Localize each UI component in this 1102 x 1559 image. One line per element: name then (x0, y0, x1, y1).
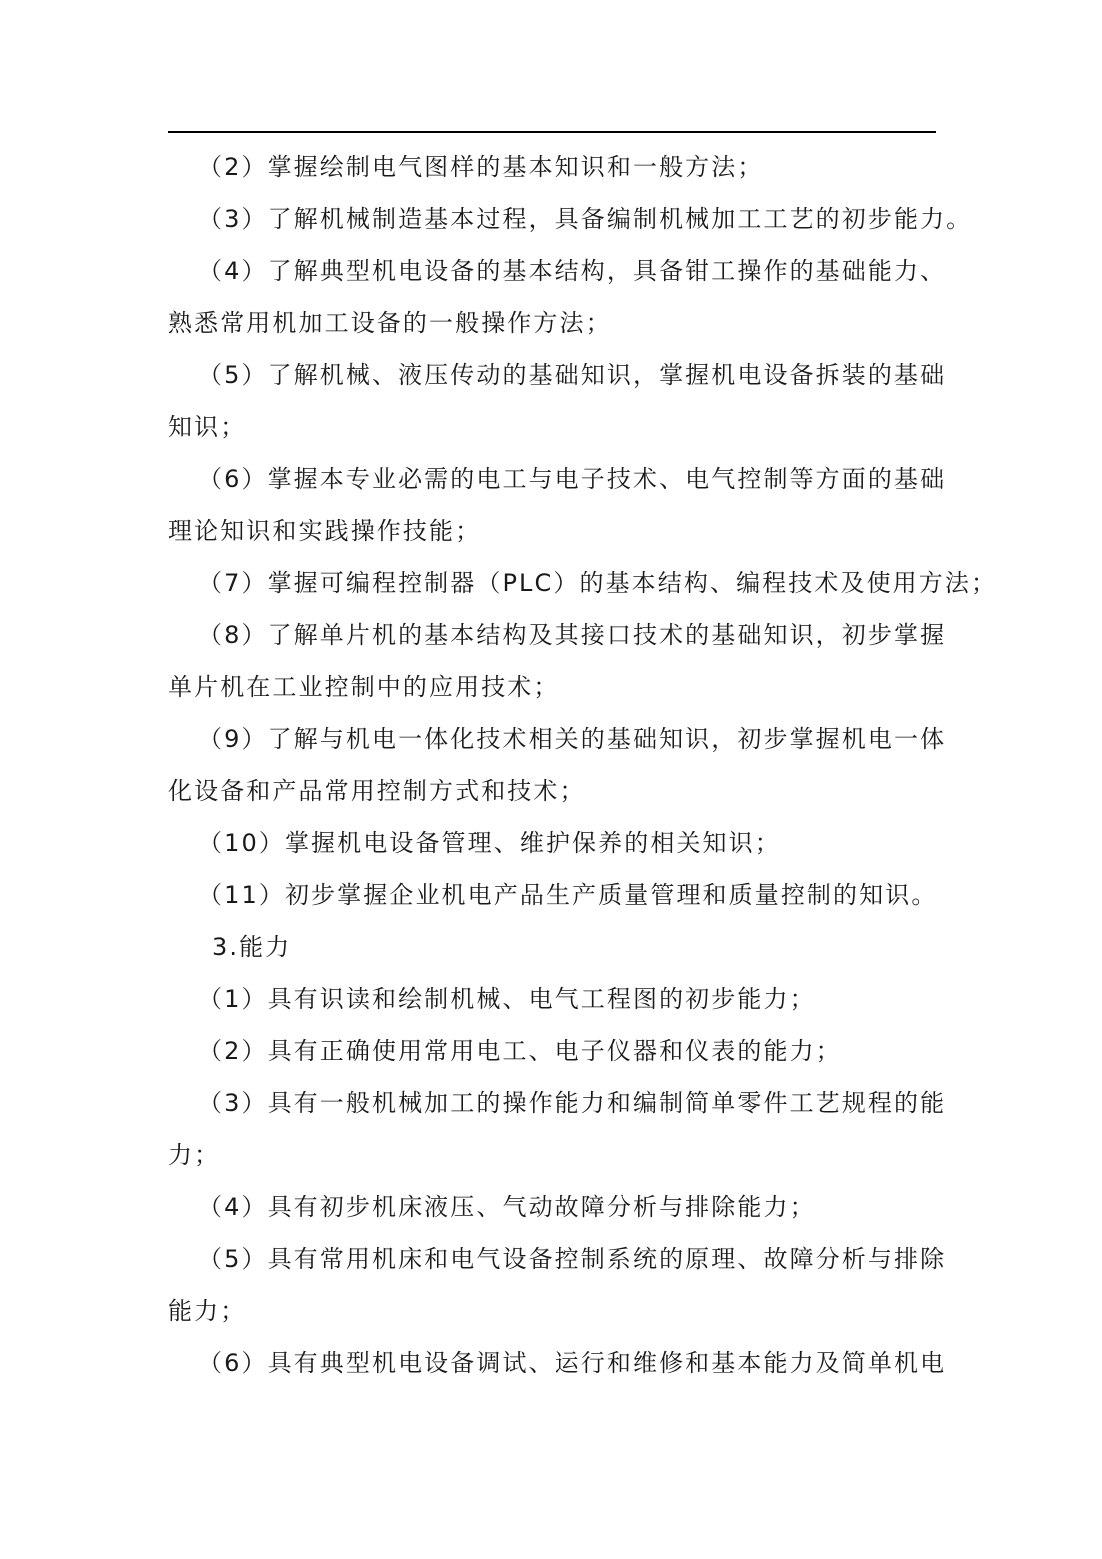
ability-item-3: （3）具有一般机械加工的操作能力和编制简单零件工艺规程的能 (198, 1089, 947, 1117)
knowledge-item-4-continued: 熟悉常用机加工设备的一般操作方法； (168, 309, 612, 337)
knowledge-item-8-continued: 单片机在工业控制中的应用技术； (168, 673, 560, 701)
knowledge-item-4: （4）了解典型机电设备的基本结构，具备钳工操作的基础能力、 (198, 257, 947, 285)
header-rule (168, 131, 936, 133)
knowledge-item-9-continued: 化设备和产品常用控制方式和技术； (168, 777, 586, 805)
ability-item-4: （4）具有初步机床液压、气动故障分析与排除能力； (198, 1193, 816, 1221)
knowledge-item-8: （8）了解单片机的基本结构及其接口技术的基础知识，初步掌握 (198, 621, 947, 649)
knowledge-item-10: （10）掌握机电设备管理、维护保养的相关知识； (198, 829, 781, 857)
knowledge-item-5: （5）了解机械、液压传动的基础知识，掌握机电设备拆装的基础 (198, 361, 947, 389)
document-body (168, 141, 998, 1389)
ability-heading: 3.能力 (212, 933, 292, 961)
ability-item-2: （2）具有正确使用常用电工、电子仪器和仪表的能力； (198, 1037, 842, 1065)
ability-item-5-continued: 能力； (168, 1297, 247, 1325)
knowledge-item-11: （11）初步掌握企业机电产品生产质量管理和质量控制的知识。 (198, 881, 938, 909)
knowledge-item-6: （6）掌握本专业必需的电工与电子技术、电气控制等方面的基础 (198, 465, 947, 493)
ability-item-5: （5）具有常用机床和电气设备控制系统的原理、故障分析与排除 (198, 1245, 947, 1273)
knowledge-item-2: （2）掌握绘制电气图样的基本知识和一般方法； (198, 153, 764, 181)
knowledge-item-3: （3）了解机械制造基本过程，具备编制机械加工工艺的初步能力。 (198, 205, 973, 233)
knowledge-item-5-continued: 知识； (168, 413, 247, 441)
knowledge-item-9: （9）了解与机电一体化技术相关的基础知识，初步掌握机电一体 (198, 725, 947, 753)
ability-item-6: （6）具有典型机电设备调试、运行和维修和基本能力及简单机电 (198, 1349, 947, 1377)
knowledge-item-7: （7）掌握可编程控制器（PLC）的基本结构、编程技术及使用方法； (198, 569, 998, 597)
knowledge-item-6-continued: 理论知识和实践操作技能； (168, 517, 482, 545)
ability-item-3-continued: 力； (168, 1141, 221, 1169)
ability-item-1: （1）具有识读和绘制机械、电气工程图的初步能力； (198, 985, 816, 1013)
